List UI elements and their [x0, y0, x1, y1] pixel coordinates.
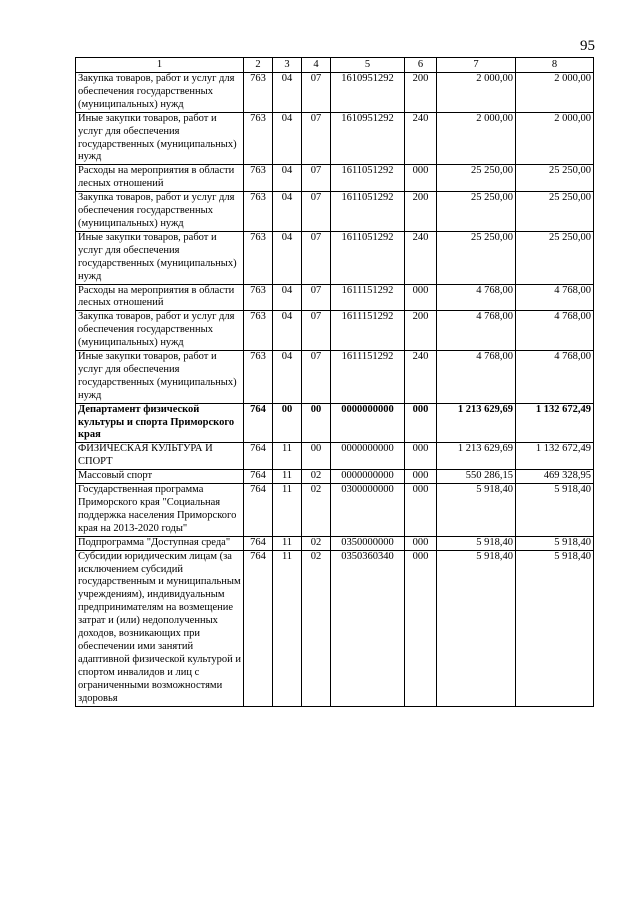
section-code-cell: 04 — [273, 311, 302, 351]
expense-type-cell: 000 — [405, 165, 437, 192]
table-row — [76, 73, 594, 113]
subsection-code-cell: 07 — [302, 231, 331, 284]
expense-type-cell: 000 — [405, 403, 437, 443]
target-article-cell: 1610951292 — [331, 112, 405, 165]
column-header: 2 — [244, 58, 273, 73]
section-code-cell: 00 — [273, 403, 302, 443]
expense-type-cell: 240 — [405, 112, 437, 165]
row-name-cell: Субсидии юридическим лицам (за исключением субсидий государственным и муниципальным учреждениям), индивидуальным предпринимателям на возмещение затрат и (или) недополученных доходов, возникающих при обеспечении ими занятий адаптивной физической культурой и спортом инвалидов и лиц с ограниченными возможностями здоровья — [76, 550, 244, 706]
amount-year2-cell: 25 250,00 — [516, 231, 594, 284]
column-header: 7 — [437, 58, 516, 73]
row-name-cell: Подпрограмма "Доступная среда" — [76, 536, 244, 550]
section-code-cell: 11 — [273, 484, 302, 537]
expense-type-cell: 200 — [405, 73, 437, 113]
page-number: 95 — [580, 38, 595, 54]
amount-year2-cell: 25 250,00 — [516, 192, 594, 232]
amount-year2-cell: 5 918,40 — [516, 536, 594, 550]
row-name-cell: Департамент физической культуры и спорта Приморского края — [76, 403, 244, 443]
column-header: 5 — [331, 58, 405, 73]
column-header: 8 — [516, 58, 594, 73]
expense-type-cell: 000 — [405, 443, 437, 470]
expense-type-cell: 000 — [405, 284, 437, 311]
chapter-code-cell: 763 — [244, 165, 273, 192]
table-row — [76, 470, 594, 484]
column-header: 6 — [405, 58, 437, 73]
row-name-cell: Расходы на мероприятия в области лесных отношений — [76, 284, 244, 311]
section-code-cell: 04 — [273, 165, 302, 192]
section-code-cell: 04 — [273, 351, 302, 404]
amount-year1-cell: 2 000,00 — [437, 73, 516, 113]
table-row — [76, 112, 594, 165]
table-row — [76, 550, 594, 706]
subsection-code-cell: 07 — [302, 311, 331, 351]
section-code-cell: 11 — [273, 550, 302, 706]
target-article-cell: 1611051292 — [331, 165, 405, 192]
amount-year2-cell: 469 328,95 — [516, 470, 594, 484]
column-header: 4 — [302, 58, 331, 73]
subsection-code-cell: 07 — [302, 165, 331, 192]
amount-year2-cell: 2 000,00 — [516, 112, 594, 165]
amount-year1-cell: 25 250,00 — [437, 231, 516, 284]
table-row — [76, 403, 594, 443]
row-name-cell: Иные закупки товаров, работ и услуг для обеспечения государственных (муниципальных) нужд — [76, 112, 244, 165]
table-row — [76, 351, 594, 404]
section-code-cell: 04 — [273, 112, 302, 165]
amount-year1-cell: 1 213 629,69 — [437, 443, 516, 470]
subsection-code-cell: 02 — [302, 550, 331, 706]
column-header: 3 — [273, 58, 302, 73]
chapter-code-cell: 764 — [244, 484, 273, 537]
subsection-code-cell: 02 — [302, 484, 331, 537]
amount-year2-cell: 4 768,00 — [516, 311, 594, 351]
subsection-code-cell: 02 — [302, 536, 331, 550]
row-name-cell: Государственная программа Приморского края "Социальная поддержка населения Приморского края на 2013-2020 годы" — [76, 484, 244, 537]
amount-year1-cell: 25 250,00 — [437, 165, 516, 192]
row-name-cell: Иные закупки товаров, работ и услуг для обеспечения государственных (муниципальных) нужд — [76, 351, 244, 404]
table-row — [76, 484, 594, 537]
expense-type-cell: 000 — [405, 550, 437, 706]
subsection-code-cell: 07 — [302, 112, 331, 165]
subsection-code-cell: 00 — [302, 443, 331, 470]
row-name-cell: Закупка товаров, работ и услуг для обеспечения государственных (муниципальных) нужд — [76, 73, 244, 113]
expense-type-cell: 000 — [405, 470, 437, 484]
row-name-cell: Иные закупки товаров, работ и услуг для обеспечения государственных (муниципальных) нужд — [76, 231, 244, 284]
target-article-cell: 0000000000 — [331, 403, 405, 443]
chapter-code-cell: 763 — [244, 192, 273, 232]
row-name-cell: Массовый спорт — [76, 470, 244, 484]
amount-year2-cell: 4 768,00 — [516, 284, 594, 311]
row-name-cell: Закупка товаров, работ и услуг для обеспечения государственных (муниципальных) нужд — [76, 311, 244, 351]
section-code-cell: 11 — [273, 443, 302, 470]
target-article-cell: 1611151292 — [331, 311, 405, 351]
amount-year1-cell: 2 000,00 — [437, 112, 516, 165]
amount-year2-cell: 1 132 672,49 — [516, 443, 594, 470]
section-code-cell: 11 — [273, 536, 302, 550]
expense-type-cell: 000 — [405, 536, 437, 550]
target-article-cell: 0000000000 — [331, 443, 405, 470]
amount-year2-cell: 5 918,40 — [516, 550, 594, 706]
section-code-cell: 11 — [273, 470, 302, 484]
chapter-code-cell: 763 — [244, 311, 273, 351]
subsection-code-cell: 02 — [302, 470, 331, 484]
chapter-code-cell: 764 — [244, 536, 273, 550]
target-article-cell: 0300000000 — [331, 484, 405, 537]
expense-type-cell: 200 — [405, 311, 437, 351]
section-code-cell: 04 — [273, 192, 302, 232]
target-article-cell: 1611051292 — [331, 231, 405, 284]
table-row — [76, 311, 594, 351]
expense-type-cell: 000 — [405, 484, 437, 537]
chapter-code-cell: 764 — [244, 443, 273, 470]
chapter-code-cell: 763 — [244, 73, 273, 113]
row-name-cell: Закупка товаров, работ и услуг для обеспечения государственных (муниципальных) нужд — [76, 192, 244, 232]
amount-year1-cell: 25 250,00 — [437, 192, 516, 232]
target-article-cell: 0350360340 — [331, 550, 405, 706]
table-row — [76, 443, 594, 470]
table-row — [76, 165, 594, 192]
amount-year1-cell: 5 918,40 — [437, 536, 516, 550]
chapter-code-cell: 764 — [244, 470, 273, 484]
section-code-cell: 04 — [273, 231, 302, 284]
row-name-cell: ФИЗИЧЕСКАЯ КУЛЬТУРА И СПОРТ — [76, 443, 244, 470]
amount-year1-cell: 4 768,00 — [437, 311, 516, 351]
target-article-cell: 1611051292 — [331, 192, 405, 232]
chapter-code-cell: 763 — [244, 351, 273, 404]
chapter-code-cell: 763 — [244, 231, 273, 284]
subsection-code-cell: 00 — [302, 403, 331, 443]
amount-year1-cell: 5 918,40 — [437, 550, 516, 706]
chapter-code-cell: 764 — [244, 550, 273, 706]
subsection-code-cell: 07 — [302, 73, 331, 113]
amount-year1-cell: 4 768,00 — [437, 351, 516, 404]
expense-type-cell: 240 — [405, 231, 437, 284]
amount-year2-cell: 2 000,00 — [516, 73, 594, 113]
table-row — [76, 231, 594, 284]
subsection-code-cell: 07 — [302, 284, 331, 311]
target-article-cell: 1611151292 — [331, 351, 405, 404]
subsection-code-cell: 07 — [302, 351, 331, 404]
amount-year1-cell: 4 768,00 — [437, 284, 516, 311]
chapter-code-cell: 764 — [244, 403, 273, 443]
target-article-cell: 0350000000 — [331, 536, 405, 550]
table-row — [76, 192, 594, 232]
amount-year2-cell: 4 768,00 — [516, 351, 594, 404]
target-article-cell: 0000000000 — [331, 470, 405, 484]
subsection-code-cell: 07 — [302, 192, 331, 232]
header-row — [76, 58, 594, 73]
amount-year1-cell: 550 286,15 — [437, 470, 516, 484]
target-article-cell: 1611151292 — [331, 284, 405, 311]
amount-year2-cell: 25 250,00 — [516, 165, 594, 192]
amount-year1-cell: 5 918,40 — [437, 484, 516, 537]
amount-year1-cell: 1 213 629,69 — [437, 403, 516, 443]
target-article-cell: 1610951292 — [331, 73, 405, 113]
section-code-cell: 04 — [273, 73, 302, 113]
table-row — [76, 284, 594, 311]
amount-year2-cell: 1 132 672,49 — [516, 403, 594, 443]
row-name-cell: Расходы на мероприятия в области лесных отношений — [76, 165, 244, 192]
expense-type-cell: 200 — [405, 192, 437, 232]
amount-year2-cell: 5 918,40 — [516, 484, 594, 537]
section-code-cell: 04 — [273, 284, 302, 311]
expense-type-cell: 240 — [405, 351, 437, 404]
budget-table — [75, 57, 594, 707]
chapter-code-cell: 763 — [244, 112, 273, 165]
chapter-code-cell: 763 — [244, 284, 273, 311]
column-header: 1 — [76, 58, 244, 73]
table-row — [76, 536, 594, 550]
